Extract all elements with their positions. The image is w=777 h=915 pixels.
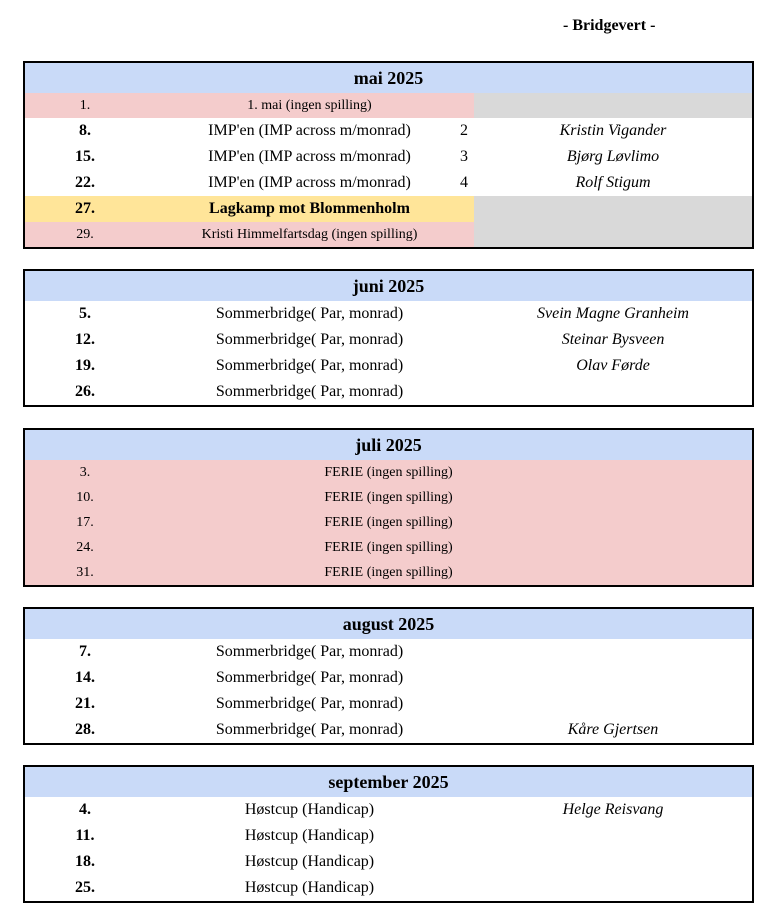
row-date: 19. bbox=[75, 357, 95, 374]
row-host bbox=[474, 196, 752, 222]
row-event: Sommerbridge( Par, monrad) bbox=[215, 357, 404, 374]
row-event bbox=[145, 148, 474, 166]
row-date: 29. bbox=[76, 226, 94, 242]
row-date: 26. bbox=[75, 383, 95, 400]
month-title: juni 2025 bbox=[25, 271, 752, 301]
row-date: 7. bbox=[79, 643, 91, 660]
row-date: 28. bbox=[75, 721, 95, 738]
row-round: 2 bbox=[460, 122, 468, 139]
row-event: FERIE (ingen spilling) bbox=[324, 464, 453, 480]
schedule-row bbox=[25, 849, 752, 875]
row-event: FERIE (ingen spilling) bbox=[324, 489, 453, 505]
row-event: Høstcup (Handicap) bbox=[244, 801, 375, 818]
schedule-row-holiday bbox=[25, 510, 752, 535]
row-host: Helge Reisvang bbox=[562, 801, 664, 818]
row-date: 4. bbox=[79, 801, 91, 818]
row-date: 31. bbox=[76, 564, 94, 580]
row-host: Kristin Vigander bbox=[559, 122, 667, 139]
row-round: 4 bbox=[460, 174, 468, 191]
row-host bbox=[474, 93, 752, 118]
schedule-row bbox=[25, 301, 752, 327]
row-event: FERIE (ingen spilling) bbox=[324, 564, 453, 580]
month-title: september 2025 bbox=[25, 767, 752, 797]
row-host: Olav Førde bbox=[576, 357, 650, 374]
row-date: 24. bbox=[76, 539, 94, 555]
row-event: Høstcup (Handicap) bbox=[244, 853, 375, 870]
month-block-september bbox=[23, 765, 754, 903]
schedule-row bbox=[25, 222, 752, 247]
row-host bbox=[474, 639, 752, 665]
row-event: FERIE (ingen spilling) bbox=[324, 514, 453, 530]
row-round: 3 bbox=[460, 148, 468, 165]
schedule-row bbox=[25, 639, 752, 665]
schedule-row bbox=[25, 875, 752, 901]
month-title: mai 2025 bbox=[25, 63, 752, 93]
row-date: 12. bbox=[75, 331, 95, 348]
row-date: 18. bbox=[75, 853, 95, 870]
month-block-juli bbox=[23, 428, 754, 587]
row-host: Svein Magne Granheim bbox=[537, 305, 689, 322]
row-event-text: IMP'en (IMP across m/monrad) bbox=[208, 148, 411, 165]
schedule-row bbox=[25, 665, 752, 691]
row-date: 11. bbox=[75, 827, 95, 844]
row-event: Kristi Himmelfartsdag (ingen spilling) bbox=[201, 226, 418, 242]
schedule-row bbox=[25, 797, 752, 823]
row-event-text: IMP'en (IMP across m/monrad) bbox=[208, 122, 411, 139]
row-host bbox=[474, 691, 752, 717]
row-date: 21. bbox=[75, 695, 95, 712]
row-event: Sommerbridge( Par, monrad) bbox=[215, 305, 404, 322]
row-host: Steinar Bysveen bbox=[561, 331, 665, 348]
schedule-row bbox=[25, 144, 752, 170]
row-date: 14. bbox=[75, 669, 95, 686]
month-block-august bbox=[23, 607, 754, 745]
schedule-row-holiday bbox=[25, 485, 752, 510]
schedule-row-team-match bbox=[25, 196, 752, 222]
month-title: juli 2025 bbox=[25, 430, 752, 460]
row-date: 27. bbox=[75, 200, 95, 217]
month-block-mai bbox=[23, 61, 754, 249]
row-host bbox=[474, 222, 752, 247]
row-date: 22. bbox=[75, 174, 95, 191]
schedule-row bbox=[25, 118, 752, 144]
row-event: Høstcup (Handicap) bbox=[244, 879, 375, 896]
row-host bbox=[474, 875, 752, 901]
schedule-row bbox=[25, 353, 752, 379]
row-date: 15. bbox=[75, 148, 95, 165]
row-event: Sommerbridge( Par, monrad) bbox=[215, 669, 404, 686]
row-host bbox=[474, 379, 752, 405]
row-event-text: IMP'en (IMP across m/monrad) bbox=[208, 174, 411, 191]
row-host bbox=[474, 849, 752, 875]
row-event: Sommerbridge( Par, monrad) bbox=[215, 721, 404, 738]
schedule-row-holiday bbox=[25, 535, 752, 560]
month-title: august 2025 bbox=[25, 609, 752, 639]
row-event: Sommerbridge( Par, monrad) bbox=[215, 695, 404, 712]
row-event: Sommerbridge( Par, monrad) bbox=[215, 383, 404, 400]
row-date: 5. bbox=[79, 305, 91, 322]
schedule-row-holiday bbox=[25, 560, 752, 585]
row-event: Sommerbridge( Par, monrad) bbox=[215, 643, 404, 660]
row-host bbox=[474, 665, 752, 691]
schedule-row bbox=[25, 379, 752, 405]
schedule-row bbox=[25, 717, 752, 743]
row-date: 1. bbox=[79, 97, 91, 113]
row-date: 8. bbox=[79, 122, 91, 139]
row-event: Lagkamp mot Blommenholm bbox=[209, 200, 410, 217]
row-host: Rolf Stigum bbox=[575, 174, 651, 191]
month-block-juni bbox=[23, 269, 754, 407]
schedule-row bbox=[25, 170, 752, 196]
row-host bbox=[474, 823, 752, 849]
row-date: 17. bbox=[76, 514, 94, 530]
schedule-row bbox=[25, 823, 752, 849]
row-host: Kåre Gjertsen bbox=[567, 721, 659, 738]
host-column-header: - Bridgevert - bbox=[563, 17, 656, 34]
row-event: 1. mai (ingen spilling) bbox=[247, 97, 372, 113]
row-event: FERIE (ingen spilling) bbox=[324, 539, 453, 555]
schedule-row-holiday bbox=[25, 460, 752, 485]
row-event: Sommerbridge( Par, monrad) bbox=[215, 331, 404, 348]
row-date: 25. bbox=[75, 879, 95, 896]
schedule-row bbox=[25, 93, 752, 118]
row-event bbox=[145, 174, 474, 192]
row-host: Bjørg Løvlimo bbox=[566, 148, 660, 165]
row-event bbox=[145, 122, 474, 140]
row-event: Høstcup (Handicap) bbox=[244, 827, 375, 844]
schedule-row bbox=[25, 327, 752, 353]
row-date: 3. bbox=[79, 464, 91, 480]
row-date: 10. bbox=[76, 489, 94, 505]
schedule-row bbox=[25, 691, 752, 717]
